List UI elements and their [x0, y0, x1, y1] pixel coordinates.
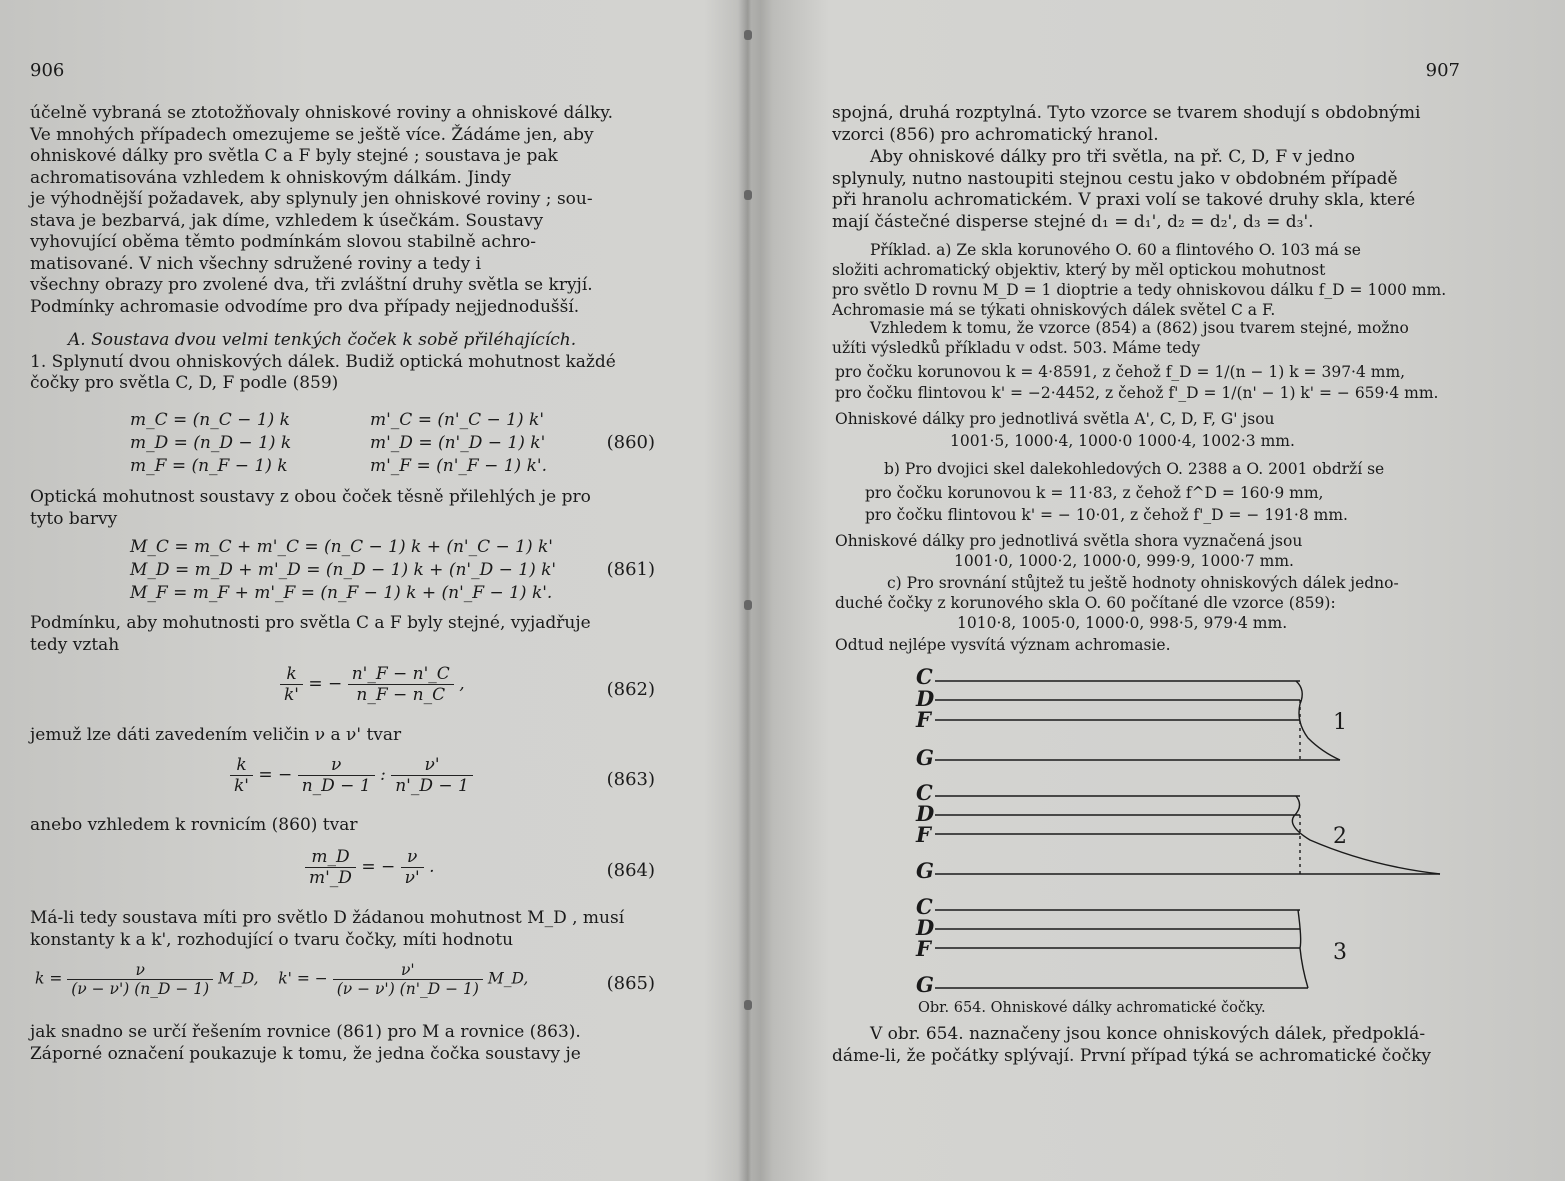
equation-term: M_D, — [218, 969, 259, 988]
equation-lhs: k' = − — [278, 969, 328, 988]
text-line: spojná, druhá rozptylná. Tyto vzorce se tvarem shodují s obdobnými — [832, 103, 1421, 123]
text-line: Ve mnohých případech omezujeme se ještě více. Žádáme jen, aby — [30, 124, 594, 145]
result-row: pro čočku korunovou k = 4·8591, z čehož f_D = 1/(n − 1) k = 397·4 mm, — [835, 363, 1406, 381]
denominator: n_D − 1 — [301, 776, 371, 796]
equals-sign: = − — [361, 857, 396, 877]
figure-label: G — [916, 745, 934, 770]
numerator: ν — [401, 847, 424, 868]
result-row: pro čočku flintovou k' = − 10·01, z čehož f'_D = − 191·8 mm. — [865, 506, 1348, 524]
equation-number: (860) — [606, 432, 655, 453]
text-line: Ohniskové dálky pro jednotlivá světla shora vyznačená jsou — [835, 532, 1303, 550]
text-line: Podmínky achromasie odvodíme pro dva případy nejjednodušší. — [30, 296, 580, 317]
figure-group-number: 1 — [1333, 710, 1347, 735]
figure-label: F — [916, 822, 931, 847]
text-line: Ohniskové dálky pro jednotlivá světla A', C, D, F, G' jsou — [835, 410, 1275, 428]
text-line: čočky pro světla C, D, F podle (859) — [30, 373, 339, 393]
text-line: je výhodnější požadavek, aby splynuly jen ohniskové roviny ; sou- — [30, 189, 593, 209]
text-line: Odtud nejlépe vysvítá význam achromasie. — [835, 636, 1171, 654]
text-line: c) Pro srovnání stůjtež tu ještě hodnoty ohniskových dálek jedno- — [887, 574, 1399, 592]
equation-term: M_D, — [487, 969, 529, 988]
text-line: Podmínku, aby mohutnosti pro světla C a F byly stejné, vyjadřuje — [30, 613, 591, 633]
text-line: duché čočky z korunového skla O. 60 počítané dle vzorce (859): — [835, 594, 1336, 612]
equation-lhs: k = — [35, 969, 63, 988]
numerator: ν — [298, 755, 375, 776]
result-row: pro čočku korunovou k = 11·83, z čehož f^D = 160·9 mm, — [865, 484, 1324, 502]
equation-number: (861) — [606, 559, 655, 580]
equation-line: m'_F = (n'_F − 1) k'. — [370, 456, 547, 476]
denominator: (ν − ν') (n_D − 1) — [71, 980, 210, 998]
text-line: stava je bezbarvá, jak díme, vzhledem k úsečkám. Soustavy — [30, 210, 544, 231]
text-line: Záporné označení poukazuje k tomu, že jedna čočka soustavy je — [30, 1043, 581, 1064]
equation-line: m_D = (n_D − 1) k — [130, 433, 292, 453]
equation-line: M_C = m_C + m'_C = (n_C − 1) k + (n'_C − 1) k' — [130, 537, 553, 557]
text-line: složiti achromatický objektiv, který by měl optickou mohutnost — [832, 261, 1326, 279]
text-line: Příklad. a) Ze skla korunového O. 60 a flintového O. 103 má se — [870, 241, 1361, 259]
figure-label: C — [916, 894, 933, 919]
numerator: ν — [67, 961, 213, 980]
figure-label: C — [916, 664, 933, 689]
text-line: Má-li tedy soustava míti pro světlo D žádanou mohutnost M_D , musí — [30, 908, 625, 928]
text-line: Aby ohniskové dálky pro tři světla, na př. C, D, F v jedno — [870, 147, 1355, 167]
result-row: pro čočku flintovou k' = −2·4452, z čehož f'_D = 1/(n' − 1) k' = − 659·4 mm. — [835, 384, 1439, 402]
text-line: užíti výsledků příkladu v odst. 503. Máme tedy — [832, 339, 1201, 357]
denominator: k' — [284, 685, 299, 705]
text-line: Optická mohutnost soustavy z obou čoček těsně přilehlých je pro — [30, 487, 591, 507]
text-line: Achromasie má se týkati ohniskových dálek světel C a F. — [832, 301, 1276, 319]
equals-sign: = − — [258, 765, 293, 785]
focal-curve — [1298, 910, 1308, 988]
denominator: n'_D − 1 — [395, 776, 469, 796]
text-line: mají částečné disperse stejné d₁ = d₁', d₂ = d₂', d₃ = d₃'. — [832, 211, 1314, 232]
figure-label: F — [916, 936, 931, 961]
text-line: achromatisována vzhledem k ohniskovým dálkám. Jindy — [30, 167, 511, 188]
page-number-left: 906 — [30, 60, 65, 81]
numerator: ν' — [391, 755, 473, 776]
denominator: (ν − ν') (n'_D − 1) — [336, 980, 479, 998]
equals-sign: = − — [308, 674, 343, 694]
denominator: k' — [234, 776, 249, 796]
figure-label: F — [916, 707, 931, 732]
equation-number: (862) — [606, 679, 655, 700]
figure-label: G — [916, 858, 934, 883]
figure-label: G — [916, 972, 934, 997]
denominator: ν' — [404, 868, 420, 888]
equation-number: (865) — [606, 973, 655, 994]
text-line: jak snadno se určí řešením rovnice (861) pro M a rovnice (863). — [30, 1022, 581, 1042]
numerator: m_D — [305, 847, 356, 868]
equation-line: M_D = m_D + m'_D = (n_D − 1) k + (n'_D − 1) k' — [130, 560, 557, 580]
values-row: 1010·8, 1005·0, 1000·0, 998·5, 979·4 mm. — [957, 614, 1288, 632]
text-line: dáme-li, že počátky splývají. První případ týká se achromatické čočky — [832, 1045, 1431, 1066]
section-heading: A. Soustava dvou velmi tenkých čoček k sobě přiléhajících. — [68, 330, 577, 350]
text-line: V obr. 654. naznačeny jsou konce ohniskových dálek, předpoklá- — [870, 1024, 1426, 1044]
text-line: matisované. V nich všechny sdružené roviny a tedy i — [30, 253, 482, 274]
numerator: n'_F − n'_C — [348, 664, 454, 685]
text-line: tedy vztah — [30, 634, 120, 655]
equation-line: m_C = (n_C − 1) k — [130, 410, 290, 430]
punctuation: . — [429, 857, 435, 877]
operator: : — [380, 765, 386, 785]
equation-number: (863) — [606, 769, 655, 790]
equation-number: (864) — [606, 860, 655, 881]
figure-group-number: 2 — [1333, 824, 1347, 849]
text-line: jemuž lze dáti zavedením veličin ν a ν' tvar — [30, 725, 402, 745]
figure-label: D — [916, 801, 935, 826]
text-line: anebo vzhledem k rovnicím (860) tvar — [30, 815, 358, 835]
page-number-right: 907 — [1425, 60, 1460, 81]
text-line: tyto barvy — [30, 508, 118, 529]
text-line: Vzhledem k tomu, že vzorce (854) a (862) jsou tvarem stejné, možno — [870, 319, 1409, 337]
figure-caption: Obr. 654. Ohniskové dálky achromatické čočky. — [918, 1000, 1266, 1016]
figure-label: C — [916, 780, 933, 805]
text-line: b) Pro dvojici skel dalekohledových O. 2388 a O. 2001 obdrží se — [884, 460, 1385, 478]
figure-group-number: 3 — [1333, 940, 1347, 965]
text-line: účelně vybraná se ztotožňovaly ohniskové roviny a ohniskové dálky. — [30, 103, 614, 123]
equation-line: m_F = (n_F − 1) k — [130, 456, 288, 476]
text-line: konstanty k a k', rozhodující o tvaru čočky, míti hodnotu — [30, 929, 514, 950]
numerator: k — [230, 755, 253, 776]
values-row: 1001·0, 1000·2, 1000·0, 999·9, 1000·7 mm. — [954, 552, 1294, 570]
punctuation: , — [459, 674, 465, 694]
text-line: všechny obrazy pro zvolené dva, tři zvláštní druhy světla se kryjí. — [30, 275, 593, 295]
denominator: m'_D — [309, 868, 352, 888]
text-line: vyhovující oběma těmto podmínkám slovou stabilně achro- — [30, 232, 536, 252]
text-line: při hranolu achromatickém. V praxi volí se takové druhy skla, které — [832, 190, 1416, 210]
numerator: ν' — [333, 961, 483, 980]
text-line: ohniskové dálky pro světla C a F byly stejné ; soustava je pak — [30, 146, 558, 166]
figure-label: D — [916, 686, 935, 711]
text-line: pro světlo D rovnu M_D = 1 dioptrie a tedy ohniskovou dálku f_D = 1000 mm. — [832, 281, 1447, 299]
text-line: splynuly, nutno nastoupiti stejnou cestu jako v obdobném případě — [832, 168, 1398, 189]
text-line: vzorci (856) pro achromatický hranol. — [832, 124, 1159, 145]
equation-line: m'_D = (n'_D − 1) k' — [370, 433, 546, 453]
denominator: n_F − n_C — [356, 685, 446, 705]
values-row: 1001·5, 1000·4, 1000·0 1000·4, 1002·3 mm. — [950, 432, 1295, 450]
figure-label: D — [916, 915, 935, 940]
equation-line: m'_C = (n'_C − 1) k' — [370, 410, 544, 430]
focal-curve — [1292, 796, 1440, 874]
equation-line: M_F = m_F + m'_F = (n_F − 1) k + (n'_F − 1) k'. — [130, 583, 553, 603]
numerator: k — [280, 664, 303, 685]
text-line: 1. Splynutí dvou ohniskových dálek. Budiž optická mohutnost každé — [30, 351, 616, 372]
